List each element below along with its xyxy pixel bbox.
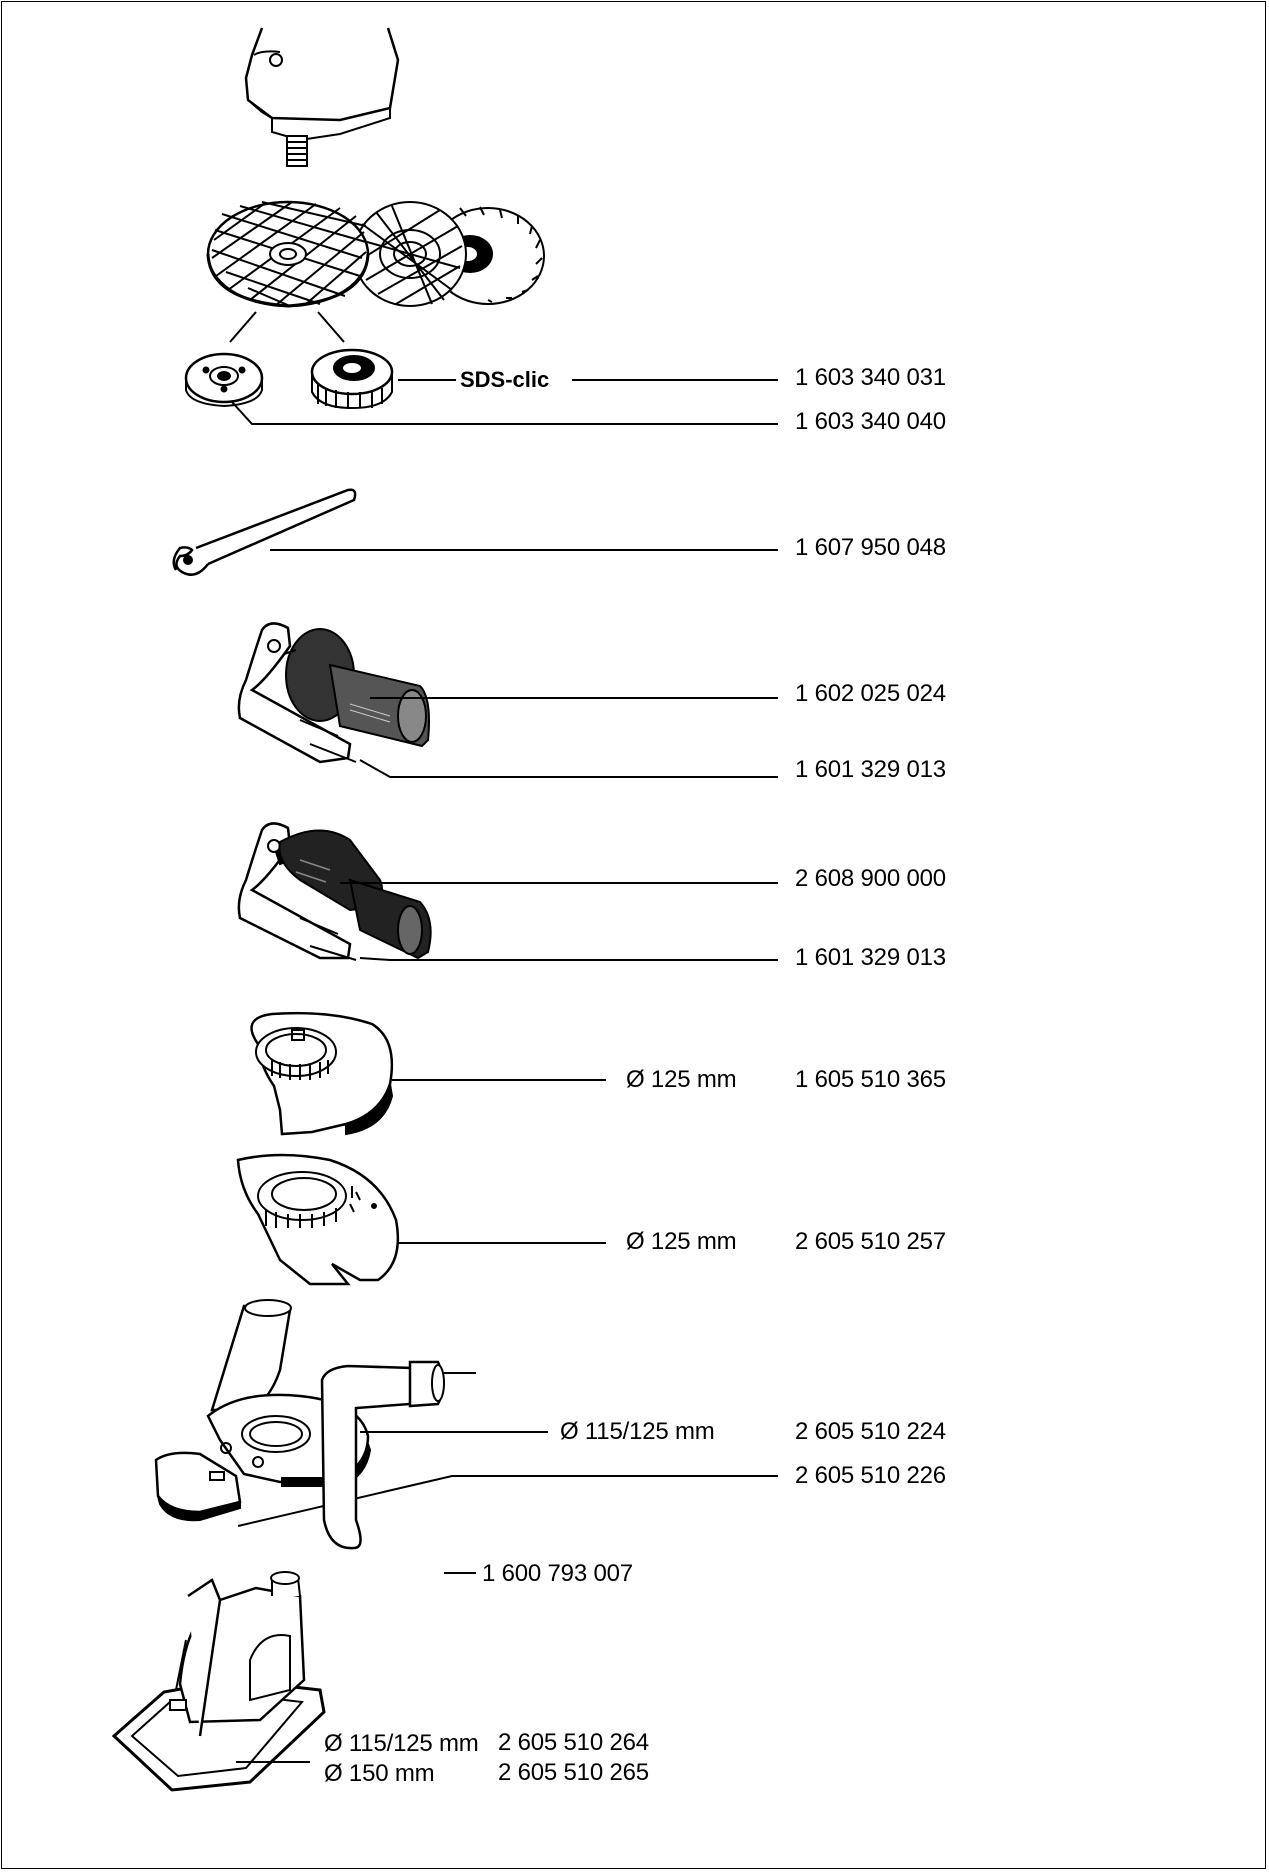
part-number-spanner: 1 607 950 048 — [795, 534, 946, 561]
extraction-hood-illustration — [156, 1300, 778, 1526]
cutting-guide-illustration — [114, 1572, 324, 1790]
part-number-sds-clic-nut: 1 603 340 031 — [795, 364, 946, 391]
part-number-clamping-nut: 1 603 340 040 — [795, 408, 946, 435]
size-cutting-guard: Ø 125 mm — [626, 1228, 737, 1255]
part-number-extraction-hood: 2 605 510 224 — [795, 1418, 946, 1445]
size-cutting-guide-large: Ø 150 mm — [324, 1760, 435, 1787]
size-grinding-guard: Ø 125 mm — [626, 1066, 737, 1093]
part-number-auxiliary-handle: 1 602 025 024 — [795, 680, 946, 707]
grinding-guard-illustration — [252, 1013, 606, 1134]
part-number-grinding-guard: 1 605 510 365 — [795, 1066, 946, 1093]
sds-clic-logo: SDS-clic — [456, 366, 553, 394]
auxiliary-handle-illustration — [239, 623, 778, 777]
part-number-cutting-guide-large: 2 605 510 265 — [498, 1759, 649, 1786]
size-cutting-guide-small: Ø 115/125 mm — [324, 1730, 479, 1757]
size-extraction-hood: Ø 115/125 mm — [560, 1418, 715, 1445]
part-number-hand-guard-2: 1 601 329 013 — [795, 944, 946, 971]
two-pin-spanner-illustration — [174, 490, 778, 575]
part-number-extraction-hood-segment: 2 605 510 226 — [795, 1462, 946, 1489]
cutting-guard-illustration — [238, 1155, 606, 1284]
part-number-vibration-handle: 2 608 900 000 — [795, 865, 946, 892]
part-number-cutting-guide-small: 2 605 510 264 — [498, 1729, 649, 1756]
part-number-hand-guard-1: 1 601 329 013 — [795, 756, 946, 783]
discs-illustration — [208, 202, 544, 342]
part-number-cutting-guard: 2 605 510 257 — [795, 1228, 946, 1255]
part-number-extraction-adapter: 1 600 793 007 — [482, 1560, 633, 1587]
extraction-adapter-illustration — [322, 1362, 476, 1548]
vibration-handle-illustration — [239, 823, 778, 960]
grinder-head-illustration — [246, 28, 398, 166]
